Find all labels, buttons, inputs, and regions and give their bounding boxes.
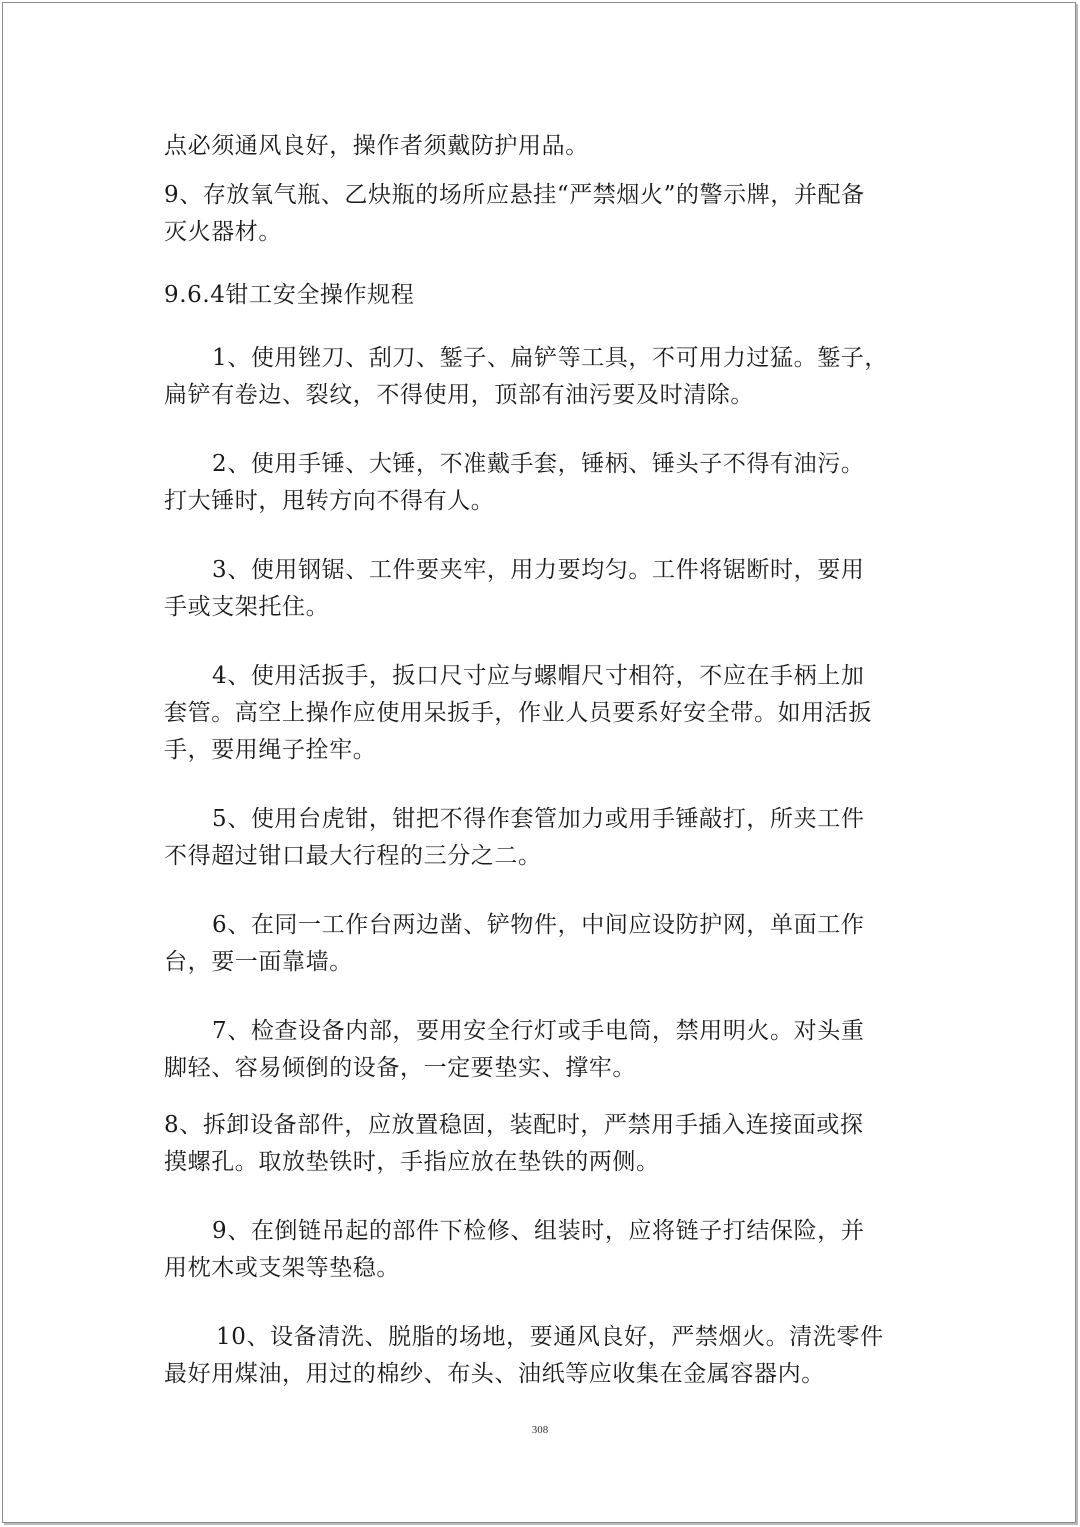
text-line: 用枕木或支架等垫稳。 [164, 1255, 400, 1281]
text-line: 9、在倒链吊起的部件下检修、组装时，应将链子打结保险，并 [212, 1218, 865, 1244]
rule-item-2 [164, 446, 916, 520]
rule-item-1 [164, 340, 916, 414]
text-line: 不得超过钳口最大行程的三分之二。 [164, 843, 542, 869]
text-line: 7、检查设备内部，要用安全行灯或手电筒，禁用明火。对头重 [212, 1018, 865, 1044]
text-line: 台，要一面靠墙。 [164, 949, 353, 975]
text-line: 脚轻、容易倾倒的设备，一定要垫实、撑牢。 [164, 1055, 636, 1081]
text-line: 扁铲有卷边、裂纹，不得使用，顶部有油污要及时清除。 [164, 382, 754, 408]
text-line: 9、存放氧气瓶、乙炔瓶的场所应悬挂“严禁烟火”的警示牌，并配备 [164, 182, 865, 208]
text-line: 摸螺孔。取放垫铁时，手指应放在垫铁的两侧。 [164, 1149, 660, 1175]
section-heading [164, 277, 916, 314]
text-line: 6、在同一工作台两边凿、铲物件，中间应设防护网，单面工作 [212, 912, 865, 938]
text-line: 5、使用台虎钳，钳把不得作套管加力或用手锤敲打，所夹工件 [212, 806, 865, 832]
text-line: 2、使用手锤、大锤，不准戴手套，锤柄、锤头子不得有油污。 [212, 451, 865, 477]
text-line: 灭火器材。 [164, 219, 282, 245]
rule-item-4 [164, 658, 916, 769]
page-content [164, 128, 916, 1393]
text-line: 手或支架托住。 [164, 594, 330, 620]
text-line: 4、使用活扳手，扳口尺寸应与螺帽尺寸相符，不应在手柄上加 [212, 663, 865, 689]
paragraph-continuation [164, 128, 916, 165]
text-line: 1、使用锉刀、刮刀、錾子、扁铲等工具，不可用力过猛。錾子， [212, 345, 889, 371]
rule-item-7 [164, 1013, 916, 1087]
text-line: 点必须通风良好，操作者须戴防护用品。 [164, 133, 589, 159]
text-line: 10、设备清洗、脱脂的场地，要通风良好，严禁烟火。清洗零件 [216, 1324, 884, 1350]
rule-item-5 [164, 801, 916, 875]
rule-item-6 [164, 907, 916, 981]
paragraph-item-9 [164, 177, 916, 251]
text-line: 套管。高空上操作应使用呆扳手，作业人员要系好安全带。如用活扳 [164, 700, 872, 726]
page-number: 308 [531, 1424, 549, 1436]
rule-item-10 [164, 1319, 916, 1393]
rule-item-9 [164, 1213, 916, 1287]
text-line: 8、拆卸设备部件，应放置稳固，装配时，严禁用手插入连接面或探 [164, 1112, 864, 1138]
rule-item-3 [164, 552, 916, 626]
text-line: 3、使用钢锯、工件要夹牢，用力要均匀。工件将锯断时，要用 [212, 557, 865, 583]
text-line: 打大锤时，甩转方向不得有人。 [164, 488, 495, 514]
section-title: 9.6.4钳工安全操作规程 [164, 282, 415, 308]
text-line: 最好用煤油，用过的棉纱、布头、油纸等应收集在金属容器内。 [164, 1361, 825, 1387]
rule-item-8 [164, 1107, 916, 1181]
text-line: 手，要用绳子拴牢。 [164, 737, 377, 763]
